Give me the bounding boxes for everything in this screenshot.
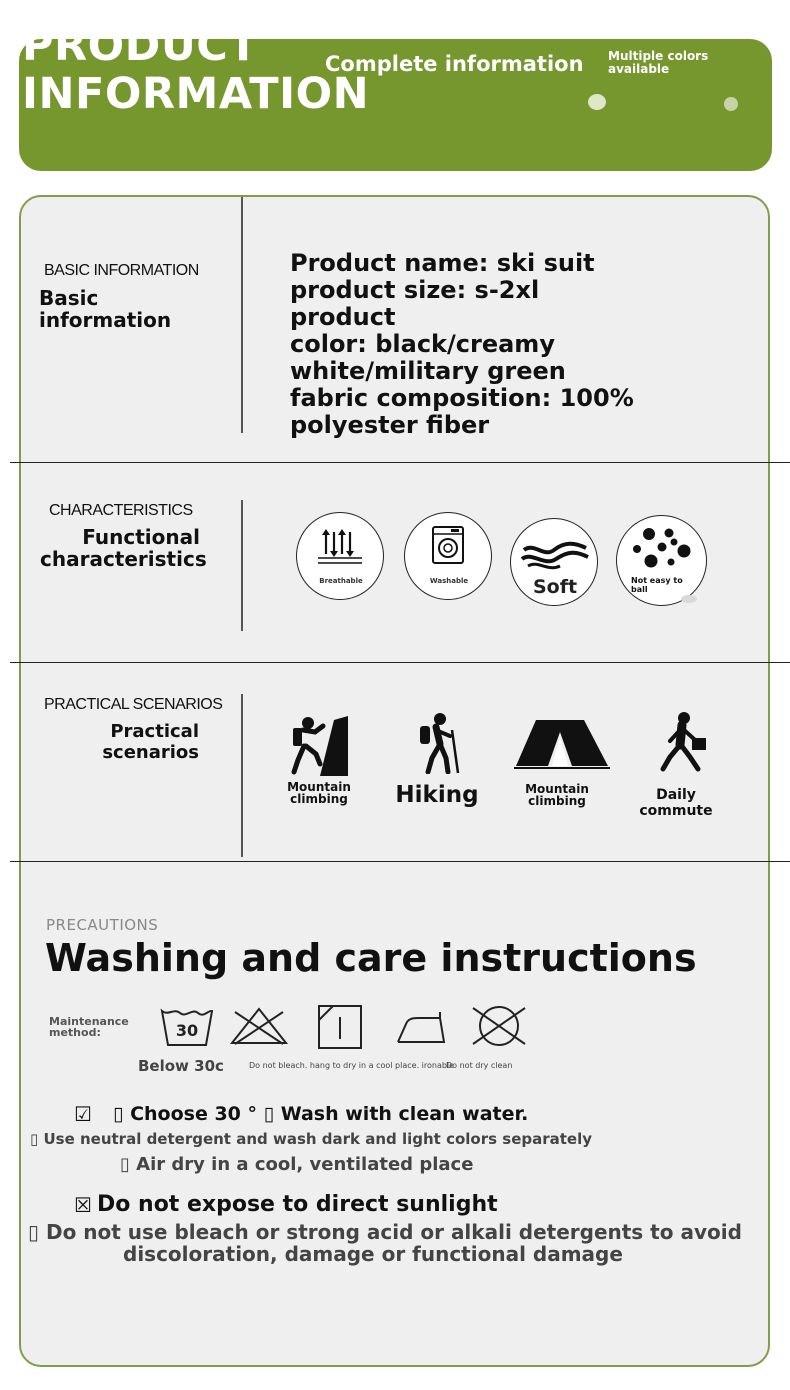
instruction-line: ▯ Choose 30 ° ▯ Wash with clean water. bbox=[113, 1103, 529, 1125]
maintenance-method-label: Maintenance method: bbox=[49, 1015, 129, 1039]
commuter-icon bbox=[660, 711, 710, 773]
column-divider bbox=[241, 500, 243, 631]
below-30-label: Below 30c bbox=[138, 1057, 224, 1075]
scenarios-eng-label: PRACTICAL SCENARIOS bbox=[44, 696, 223, 713]
decor-blob-icon bbox=[724, 97, 738, 111]
washable-feature bbox=[404, 512, 492, 600]
breathable-feature bbox=[296, 512, 384, 600]
dry-clean-note: Do not dry clean bbox=[446, 1061, 513, 1070]
basic-info-line: product size: s-2xl product bbox=[290, 276, 540, 331]
no-bleach-icon bbox=[229, 1006, 289, 1046]
basic-info-line: polyester fiber bbox=[290, 411, 490, 439]
basic-eng-label: BASIC INFORMATION bbox=[44, 262, 199, 279]
wash-temp-text: 30 bbox=[175, 1021, 199, 1040]
instruction-line: ▯ Do not use bleach or strong acid or alkali detergents to avoid bbox=[28, 1220, 742, 1244]
instruction-line: ▯ Air dry in a cool, ventilated place bbox=[120, 1154, 474, 1175]
scenario-label: Mountain climbing bbox=[287, 780, 351, 806]
cross-box-icon: ☒ bbox=[74, 1193, 92, 1217]
characteristics-label: Functional characteristics bbox=[40, 525, 207, 571]
scenario-label: Hiking bbox=[395, 782, 479, 808]
soft-label: Soft bbox=[532, 576, 578, 598]
basic-label: Basic information bbox=[39, 286, 172, 332]
hiker-icon bbox=[418, 712, 464, 774]
basic-info-line: fabric composition: 100% bbox=[290, 384, 634, 412]
colors-note: Multiple colors available bbox=[608, 49, 709, 76]
iron-icon bbox=[396, 1009, 448, 1045]
scenario-label: Daily commute bbox=[639, 787, 713, 819]
care-title: Washing and care instructions bbox=[45, 936, 697, 980]
wash-30-icon bbox=[160, 1007, 214, 1047]
anti-pilling-label: Not easy to ball bbox=[631, 576, 683, 594]
divider bbox=[10, 662, 790, 663]
washable-label: Washable bbox=[429, 577, 469, 585]
basic-info-line: color: black/creamy bbox=[290, 330, 555, 358]
washing-machine-icon bbox=[404, 512, 492, 600]
instruction-line: discoloration, damage or functional damage bbox=[123, 1242, 623, 1266]
instruction-line: ▯ Use neutral detergent and wash dark and light colors separately bbox=[30, 1130, 593, 1148]
divider bbox=[10, 462, 790, 463]
column-divider bbox=[241, 694, 243, 857]
scenarios-label: Practical scenarios bbox=[102, 721, 199, 763]
soft-feature bbox=[510, 518, 598, 606]
page-title: PRODUCT INFORMATION bbox=[22, 21, 370, 119]
dry-in-shade-icon bbox=[317, 1004, 363, 1050]
column-divider bbox=[241, 197, 243, 433]
breathable-label: Breathable bbox=[319, 577, 363, 585]
decor-blob-icon bbox=[588, 94, 606, 110]
scenario-label: Mountain climbing bbox=[525, 782, 589, 808]
no-dry-clean-icon bbox=[469, 1004, 529, 1048]
anti-pilling-feature bbox=[616, 515, 707, 606]
divider bbox=[10, 861, 790, 862]
precautions-eng-label: PRECAUTIONS bbox=[46, 916, 159, 934]
breathable-icon bbox=[296, 512, 384, 600]
basic-info-line: Product name: ski suit bbox=[290, 249, 595, 277]
basic-info-line: white/military green bbox=[290, 357, 566, 385]
climber-icon bbox=[290, 714, 350, 776]
tent-icon bbox=[514, 718, 610, 770]
characteristics-eng-label: CHARACTERISTICS bbox=[49, 502, 193, 519]
care-note: Do not bleach. hang to dry in a cool place. ironable bbox=[249, 1061, 455, 1070]
header-subtitle: Complete information bbox=[325, 52, 584, 76]
basic-info-list bbox=[290, 250, 650, 439]
instruction-line: Do not expose to direct sunlight bbox=[97, 1192, 498, 1217]
checkbox-icon: ☑ bbox=[74, 1102, 92, 1126]
